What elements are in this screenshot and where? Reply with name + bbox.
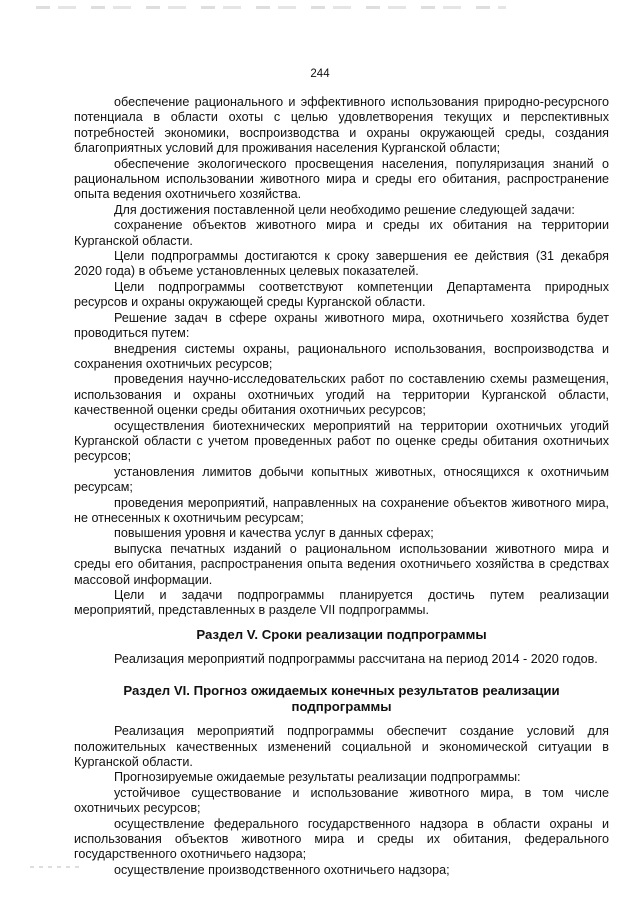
paragraph: Решение задач в сфере охраны животного мира, охотничьего хозяйства будет проводиться путем: — [74, 310, 609, 341]
paragraph: повышения уровня и качества услуг в данных сферах; — [114, 526, 434, 541]
paragraph: Реализация мероприятий подпрограммы рассчитана на период 2014 - 2020 годов. — [114, 651, 598, 666]
section-6-heading: Раздел VI. Прогноз ожидаемых конечных результатов реализации подпрограммы — [123, 683, 560, 715]
paragraph: внедрения системы охраны, рационального использования, воспроизводства и сохранения охотничьих ресурсов; — [74, 341, 609, 371]
paragraph: устойчивое существование и использование животного мира, в том числе охотничьих ресурсов; — [74, 785, 609, 816]
section-5-heading: Раздел V. Сроки реализации подпрограммы — [196, 626, 487, 642]
scan-artifact-top — [36, 6, 506, 9]
page-number: 244 — [310, 68, 330, 80]
paragraph: Реализация мероприятий подпрограммы обеспечит создание условий для положительных качественных изменений социальной и экономической ситуации в Курганской области. — [74, 724, 609, 770]
paragraph: проведения научно-исследовательских работ по составлению схемы размещения, использования и охраны охотничьих угодий на территории Курганской области, качественной оценки среды обитания охотничьих ресурсов; — [74, 372, 609, 418]
paragraph: Прогнозируемые ожидаемые результаты реализации подпрограммы: — [114, 770, 521, 785]
paragraph: Цели подпрограммы соответствуют компетенции Департамента природных ресурсов и охраны окружающей среды Курганской области. — [74, 279, 609, 310]
paragraph: осуществление федерального государственного надзора в области охраны и использования объектов животного мира и среды их обитания, федерального государственного охотничьего надзора; — [74, 816, 609, 862]
paragraph: Для достижения поставленной цели необходимо решение следующей задачи: — [114, 202, 575, 217]
paragraph: Цели подпрограммы достигаются к сроку завершения ее действия (31 декабря 2020 года) в объеме установленных целевых показателей. — [74, 249, 609, 279]
paragraph: осуществление производственного охотничьего надзора; — [114, 862, 450, 877]
scan-artifact-bottom — [30, 866, 80, 868]
paragraph: обеспечение рационального и эффективного использования природно-ресурсного потенциала в области охоты с целью удовлетворения текущих и перспективных потребностей экономики, воспроизводства и охраны окружающей среды, создания благоприятных условий для проживания населения Курганской области; — [74, 95, 609, 156]
paragraph: выпуска печатных изданий о рациональном использовании животного мира и среды его обитания, распространения опыта ведения охотничьего хозяйства в средствах массовой информации. — [74, 541, 609, 587]
paragraph: сохранение объектов животного мира и среды их обитания на территории Курганской области. — [74, 218, 609, 248]
document-body — [74, 95, 609, 878]
paragraph: обеспечение экологического просвещения населения, популяризация знаний о рациональном использовании животного мира и среды его обитания, распространение опыта ведения охотничьего хозяйства. — [74, 156, 609, 202]
paragraph: осуществления биотехнических мероприятий на территории охотничьих угодий Курганской области с учетом проведенных работ по оценке среды обитания охотничьих ресурсов; — [74, 418, 609, 464]
paragraph: установления лимитов добычи копытных животных, относящихся к охотничьим ресурсам; — [74, 464, 609, 495]
paragraph: проведения мероприятий, направленных на сохранение объектов животного мира, не отнесенных к охотничьим ресурсам; — [74, 495, 609, 525]
paragraph: Цели и задачи подпрограммы планируется достичь путем реализации мероприятий, представленных в разделе VII подпрограммы. — [74, 588, 609, 618]
